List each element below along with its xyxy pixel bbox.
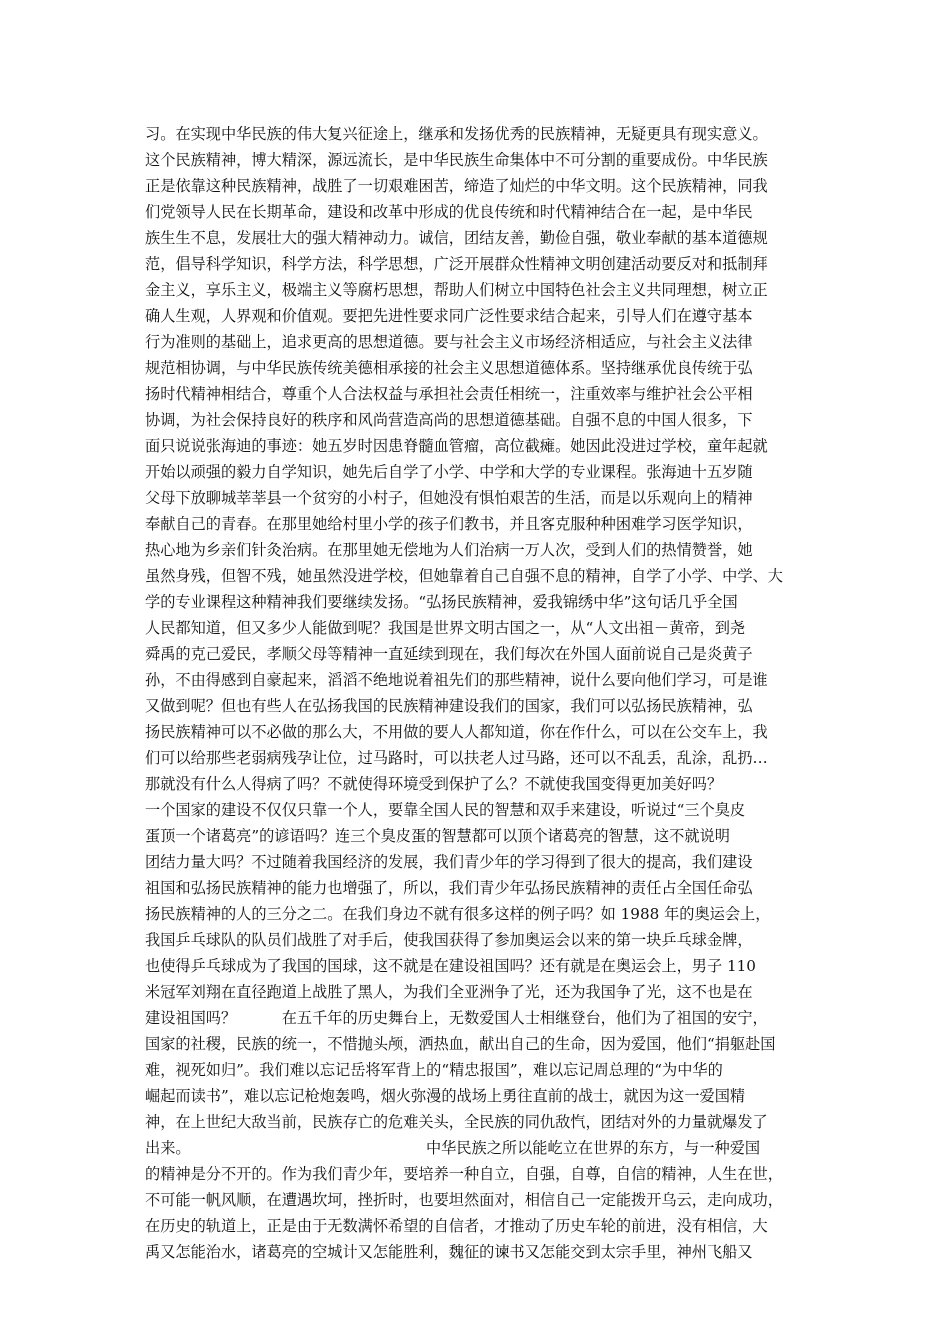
text-line: 祖国和弘扬民族精神的能力也增强了，所以，我们青少年弘扬民族精神的责任占全国任命弘 (145, 879, 753, 897)
text-line: 父母下放聊城莘莘县一个贫穷的小村子，但她没有惧怕艰苦的生活，而是以乐观向上的精神 (145, 489, 753, 507)
text-line: 在历史的轨道上，正是由于无数满怀希望的自信者，才推动了历史车轮的前进，没有相信，大 (145, 1217, 768, 1235)
text-line: 扬时代精神相结合，尊重个人合法权益与承担社会责任相统一，注重效率与维护社会公平相 (145, 385, 753, 403)
text-line: 开始以顽强的毅力自学知识，她先后自学了小学、中学和大学的专业课程。张海迪十五岁随 (145, 463, 753, 481)
text-line: 虽然身残，但智不残，她虽然没进学校，但她靠着自己自强不息的精神，自学了小学、中学、大 (145, 567, 783, 585)
text-line: 团结力量大吗？不过随着我国经济的发展，我们青少年的学习得到了很大的提高，我们建设 (145, 853, 753, 871)
text-line: 禹又怎能治水，诸葛亮的空城计又怎能胜利，魏征的谏书又怎能交到太宗手里，神州飞船又 (145, 1243, 753, 1261)
text-line: 出来。 中华民族之所以能屹立在世界的东方，与一种爱国 (145, 1139, 761, 1157)
text-line: 族生生不息，发展壮大的强大精神动力。诚信，团结友善，勤俭自强，敬业奉献的基本道德规 (145, 229, 768, 247)
text-line: 我国乒乓球队的队员们战胜了对手后，使我国获得了参加奥运会以来的第一块乒乓球金牌， (145, 931, 753, 949)
text-line: 建设祖国吗？ 在五千年的历史舞台上，无数爱国人士相继登台，他们为了祖国的安宁， (145, 1009, 768, 1027)
text-line: 国家的社稷，民族的统一，不惜抛头颅，洒热血，献出自己的生命，因为爱国，他们“捐躯赴国 (145, 1035, 776, 1053)
text-line: 规范相协调，与中华民族传统美德相承接的社会主义思想道德体系。坚持继承优良传统于弘 (145, 359, 753, 377)
text-line: 正是依靠这种民族精神，战胜了一切艰难困苦，缔造了灿烂的中华文明。这个民族精神，同我 (145, 177, 768, 195)
text-line: 一个国家的建设不仅仅只靠一个人，要靠全国人民的智慧和双手来建设，听说过“三个臭皮 (145, 801, 746, 819)
text-line: 扬民族精神的人的三分之二。在我们身边不就有很多这样的例子吗？如 1988 年的奥运会上， (145, 905, 771, 923)
text-line: 米冠军刘翔在直径跑道上战胜了黑人，为我们全亚洲争了光，还为我国争了光，这不也是在 (145, 983, 753, 1001)
text-line: 金主义，享乐主义，极端主义等腐朽思想，帮助人们树立中国特色社会主义共同理想，树立正 (145, 281, 768, 299)
text-line: 也使得乒乓球成为了我国的国球，这不就是在建设祖国吗？还有就是在奥运会上，男子 110 (145, 957, 756, 975)
text-line: 奉献自己的青春。在那里她给村里小学的孩子们教书，并且客克服种种困难学习医学知识， (145, 515, 753, 533)
text-line: 这个民族精神，博大精深，源远流长，是中华民族生命集体中不可分割的重要成份。中华民族 (145, 151, 768, 169)
text-line: 孙，不由得感到自豪起来，滔滔不绝地说着祖先们的那些精神，说什么要向他们学习，可是谁 (145, 671, 768, 689)
text-line: 蛋顶一个诸葛亮”的谚语吗？连三个臭皮蛋的智慧都可以顶个诸葛亮的智慧，这不就说明 (145, 827, 730, 845)
text-line: 扬民族精神可以不必做的那么大，不用做的要人人都知道，你在作什么，可以在公交车上，我 (145, 723, 768, 741)
text-line: 习。在实现中华民族的伟大复兴征途上，继承和发扬优秀的民族精神，无疑更具有现实意义。 (145, 125, 768, 143)
text-line: 们党领导人民在长期革命，建设和改革中形成的优良传统和时代精神结合在一起，是中华民 (145, 203, 753, 221)
text-line: 们可以给那些老弱病残孕让位，过马路时，可以扶老人过马路，还可以不乱丢，乱涂，乱扔… (145, 749, 768, 767)
text-line: 人民都知道，但又多少人能做到呢？我国是世界文明古国之一，从“人文出祖－黄帝，到尧 (145, 619, 746, 637)
text-line: 舜禹的克己爱民，孝顺父母等精神一直延续到现在，我们每次在外国人面前说自己是炎黄子 (145, 645, 753, 663)
text-line: 行为准则的基础上，追求更高的思想道德。要与社会主义市场经济相适应，与社会主义法律 (145, 333, 753, 351)
text-line: 面只说说张海迪的事迹：她五岁时因患脊髓血管瘤，高位截瘫。她因此没进过学校，童年起就 (145, 437, 768, 455)
body-text (145, 121, 815, 1265)
text-line: 确人生观，人界观和价值观。要把先进性要求同广泛性要求结合起来，引导人们在遵守基本 (145, 307, 753, 325)
text-line: 的精神是分不开的。作为我们青少年，要培养一种自立，自强，自尊，自信的精神，人生在世， (145, 1165, 783, 1183)
text-line: 那就没有什么人得病了吗？不就使得环境受到保护了么？不就使我国变得更加美好吗？ (145, 775, 723, 793)
text-line: 不可能一帆风顺，在遭遇坎坷，挫折时，也要坦然面对，相信自己一定能拨开乌云，走向成功， (145, 1191, 783, 1209)
text-line: 范，倡导科学知识，科学方法，科学思想，广泛开展群众性精神文明创建活动要反对和抵制拜 (145, 255, 768, 273)
text-line: 神，在上世纪大敌当前，民族存亡的危难关头，全民族的同仇敌忾，团结对外的力量就爆发了 (145, 1113, 768, 1131)
text-line: 又做到呢？但也有些人在弘扬我国的民族精神建设我们的国家，我们可以弘扬民族精神，弘 (145, 697, 753, 715)
text-line: 学的专业课程这种精神我们要继续发扬。“弘扬民族精神，爱我锦绣中华”这句话几乎全国 (145, 593, 738, 611)
text-line: 难，视死如归”。我们难以忘记岳将军背上的“精忠报国”，难以忘记周总理的“为中华的 (145, 1061, 723, 1079)
text-line: 热心地为乡亲们针灸治病。在那里她无偿地为人们治病一万人次，受到人们的热情赞誉，她 (145, 541, 753, 559)
text-line: 协调，为社会保持良好的秩序和风尚营造高尚的思想道德基础。自强不息的中国人很多，下 (145, 411, 753, 429)
text-line: 崛起而读书”，难以忘记枪炮轰鸣，烟火弥漫的战场上勇往直前的战士，就因为这一爱国精 (145, 1087, 746, 1105)
